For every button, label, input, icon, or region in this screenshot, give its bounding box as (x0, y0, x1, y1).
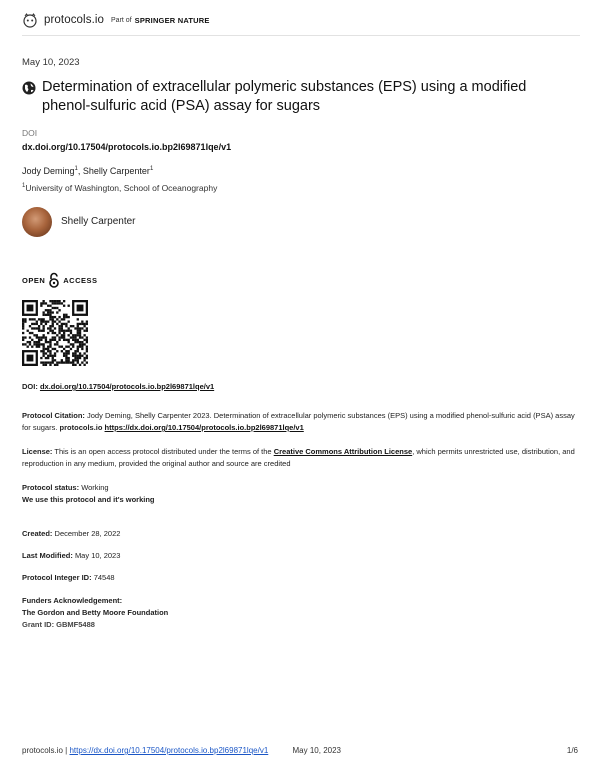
protocols-logo-icon (22, 12, 38, 28)
license-text-2: , which permits unrestricted use, distribution, and reproduction in any medium, provided the original author and source are credited (22, 447, 575, 468)
last-modified (22, 550, 120, 562)
license-block (22, 446, 582, 470)
affiliation (22, 183, 217, 193)
citation-text: Jody Deming, Shelly Carpenter 2023. Determination of extracellular polymeric substances (EPS) using a modified phenol-sulfuric acid (PSA) assay for sugars. (22, 411, 575, 432)
protocol-integer-id (22, 572, 115, 584)
publisher-logo: SPRINGER NATURE (134, 15, 210, 25)
citation-link[interactable]: https://dx.doi.org/10.17504/protocols.io.bp2l69871lqe/v1 (104, 423, 304, 432)
brand-name[interactable]: protocols.io (44, 14, 105, 26)
globe-icon (22, 81, 36, 95)
open-access-left: OPEN (22, 275, 46, 285)
author-name[interactable]: Jody Deming (22, 166, 75, 176)
affiliation-name: University of Washington, School of Oceanography (25, 183, 218, 193)
doi-line (22, 381, 214, 393)
author-name[interactable]: Shelly Carpenter (82, 166, 150, 176)
doi-line-label: DOI: (22, 382, 38, 391)
author-card-name[interactable]: Shelly Carpenter (61, 216, 136, 227)
footer-site: protocols.io (22, 746, 63, 755)
page-title: Determination of extracellular polymeric substances (EPS) using a modified phenol-sulfuric acid (PSA) assay for sugars (42, 79, 527, 114)
author-separator: , (77, 166, 83, 176)
avatar[interactable] (22, 207, 52, 237)
citation-source: protocols.io (59, 423, 103, 432)
author-affil-sup: 1 (74, 166, 78, 172)
header-divider (22, 35, 580, 36)
footer-date: May 10, 2023 (292, 746, 341, 755)
open-lock-icon (48, 272, 60, 288)
funder-name: The Gordon and Betty Moore Foundation (22, 608, 169, 617)
license-link[interactable]: Creative Commons Attribution License (273, 447, 413, 456)
status-value: Working (81, 483, 109, 492)
doi-value[interactable]: dx.doi.org/10.17504/protocols.io.bp2l69871lqe/v1 (22, 142, 232, 152)
integer-label: Protocol Integer ID: (22, 573, 92, 582)
part-of-label: Part of (111, 16, 132, 24)
affiliation-sup: 1 (22, 183, 26, 190)
footer-link[interactable]: https://dx.doi.org/10.17504/protocols.io.bp2l69871lqe/v1 (69, 746, 269, 755)
qr-code (22, 300, 88, 366)
open-access-right: ACCESS (63, 275, 98, 285)
title-block (22, 78, 562, 116)
created-label: Created: (22, 529, 53, 538)
page-number: 1/6 (566, 746, 578, 755)
grant-id: Grant ID: GBMF5488 (22, 620, 95, 629)
page-footer (22, 746, 578, 755)
funders-block (22, 595, 172, 631)
doi-link[interactable]: dx.doi.org/10.17504/protocols.io.bp2l69871lqe/v1 (39, 382, 215, 391)
status-note: We use this protocol and it's working (22, 495, 155, 504)
license-text-1: This is an open access protocol distributed under the terms of the (54, 447, 272, 456)
open-access-badge (22, 272, 98, 288)
author-affil-sup: 1 (149, 166, 154, 172)
modified-label: Last Modified: (22, 551, 73, 560)
created-value: December 28, 2022 (54, 529, 121, 538)
funders-label: Funders Acknowledgement: (22, 596, 123, 605)
author-list (22, 166, 153, 176)
protocol-citation (22, 410, 582, 434)
status-label: Protocol status: (22, 483, 80, 492)
site-header (22, 10, 210, 30)
footer-separator: | (65, 746, 68, 755)
created-date (22, 528, 120, 540)
publication-date: May 10, 2023 (22, 57, 80, 68)
modified-value: May 10, 2023 (74, 551, 121, 560)
citation-label: Protocol Citation: (22, 411, 85, 420)
doi-label: DOI (22, 128, 38, 138)
license-label: License: (22, 447, 53, 456)
protocol-status (22, 482, 109, 494)
integer-value: 74548 (93, 573, 115, 582)
